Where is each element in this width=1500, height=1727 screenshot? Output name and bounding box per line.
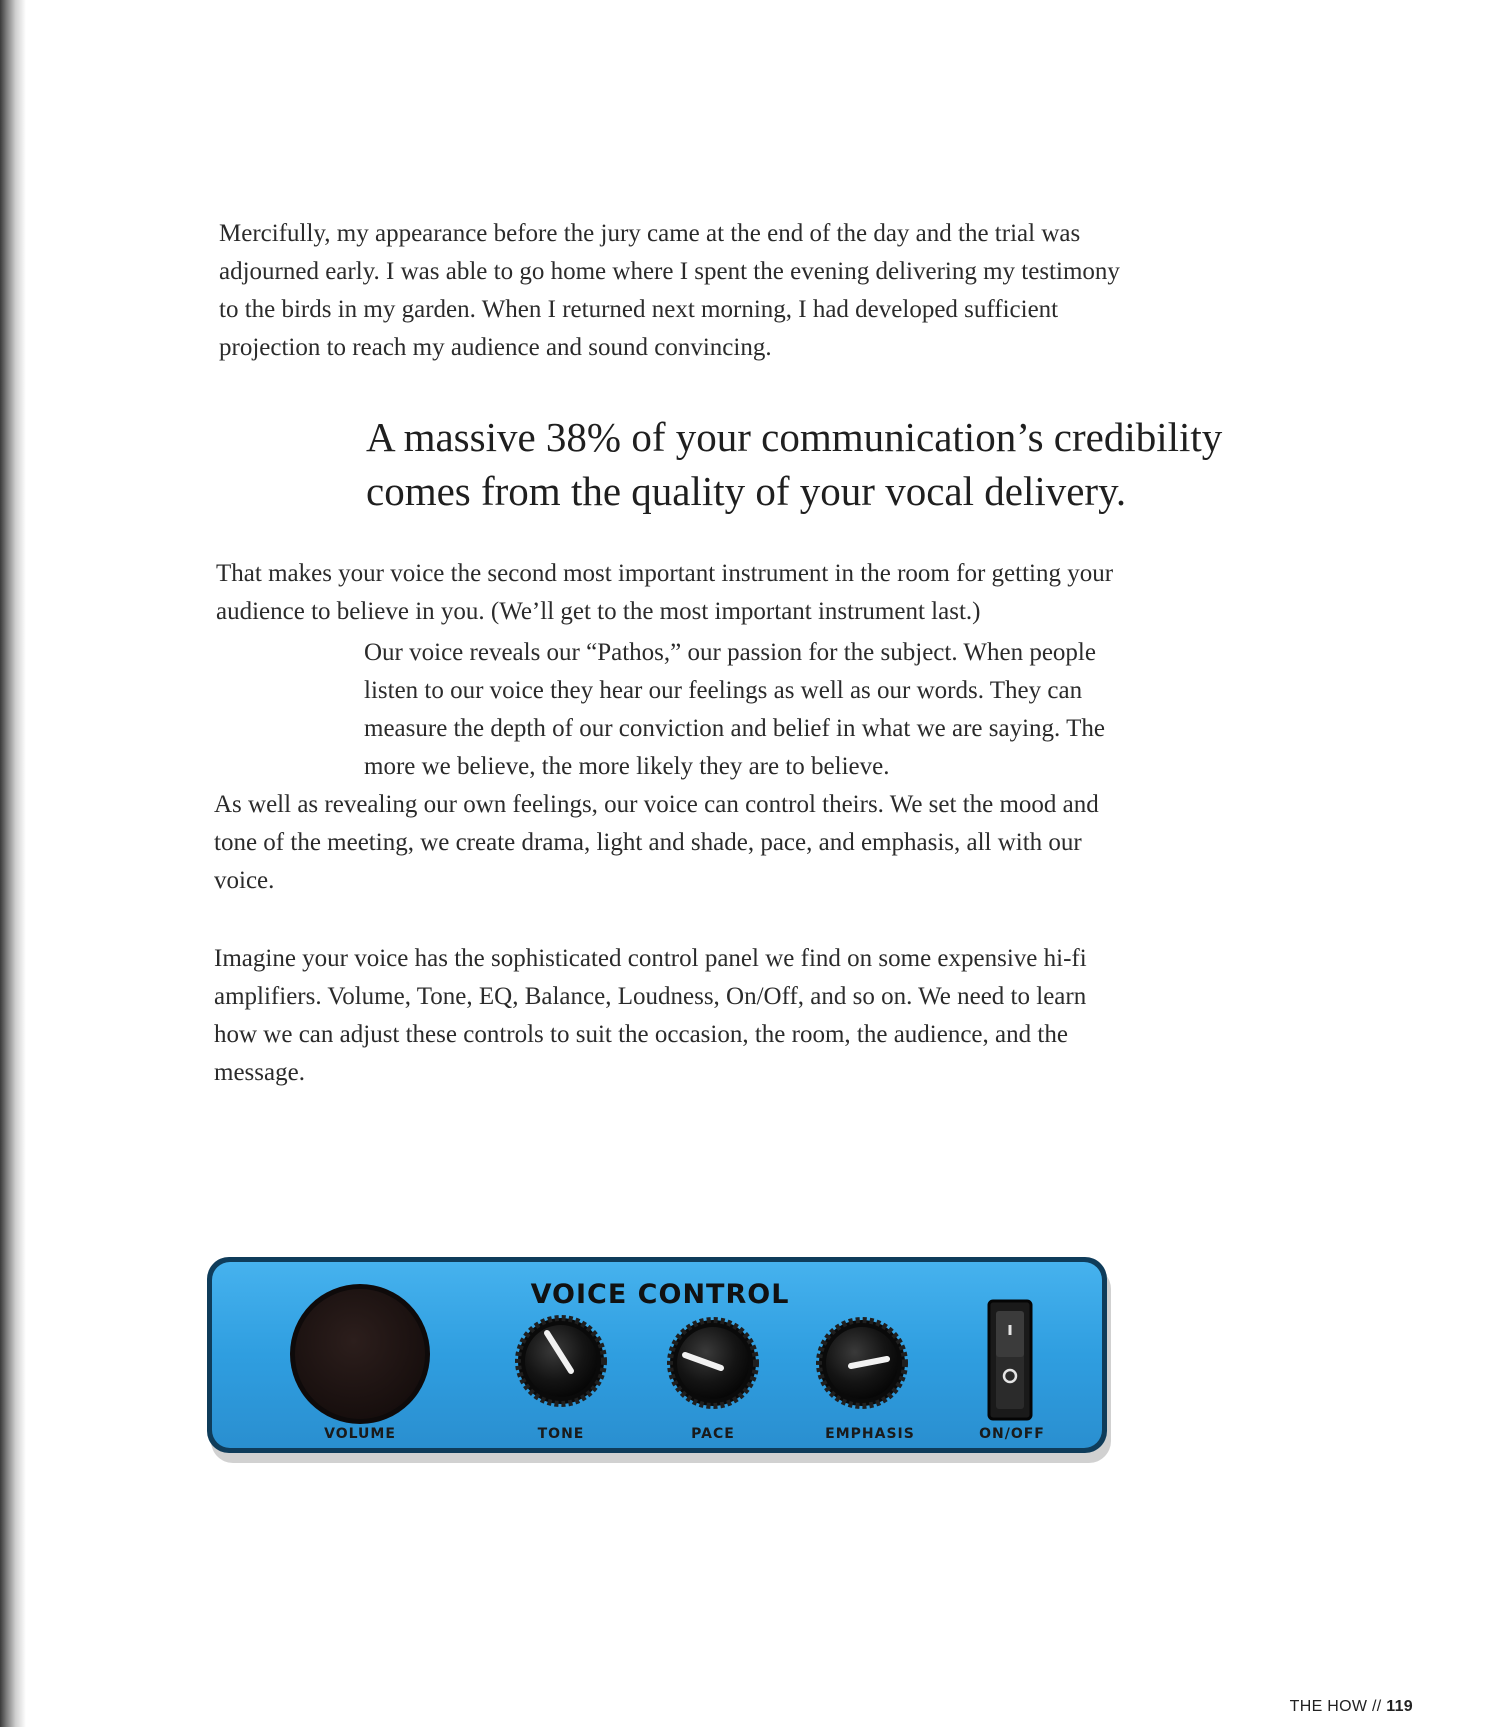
page-number: 119 [1386, 1698, 1413, 1715]
voice-control-panel [205, 1253, 1115, 1465]
footer-section: THE HOW // [1289, 1698, 1382, 1715]
pull-quote: A massive 38% of your communication’s credibility comes from the quality of your vocal delivery. [366, 414, 1223, 514]
tone-knob[interactable] [518, 1318, 604, 1404]
on-off-switch[interactable] [989, 1301, 1031, 1419]
page-footer [1290, 1698, 1413, 1716]
scan-binding-shadow [0, 0, 26, 1727]
pace-knob[interactable] [670, 1320, 756, 1406]
volume-label: VOLUME [324, 1426, 396, 1442]
paragraph-1: Mercifully, my appearance before the jury came at the end of the day and the trial was adjourned early. I was able to go home where I spent the evening delivering my testimony to the birds in my garden. When I returned next morning, I had developed sufficient projection to reach my audience and sound convincing. [219, 220, 1120, 361]
paragraph-2: That makes your voice the second most important instrument in the room for getting your audience to believe in you. (We’ll get to the most important instrument last.) [216, 560, 1114, 625]
pace-label: PACE [691, 1426, 735, 1442]
emphasis-knob[interactable] [819, 1320, 905, 1406]
paragraph-4: As well as revealing our own feelings, our voice can control theirs. We set the mood and tone of the meeting, we create drama, light and shade, pace, and emphasis, all with our voice. [214, 791, 1099, 894]
emphasis-label: EMPHASIS [825, 1426, 915, 1442]
panel-title: VOICE CONTROL [530, 1279, 790, 1310]
on-off-label: ON/OFF [979, 1426, 1045, 1442]
paragraph-5: Imagine your voice has the sophisticated control panel we find on some expensive hi-fi amplifiers. Volume, Tone, EQ, Balance, Loudness, On/Off, and so on. We need to learn how we can adjust these controls to suit the occasion, the room, the audience, and the message. [214, 945, 1087, 1086]
paragraph-3-indented: Our voice reveals our “Pathos,” our passion for the subject. When people listen to our voice they hear our feelings as well as our words. They can measure the depth of our conviction and belief in what we are saying. The more we believe, the more likely they are to believe. [364, 639, 1105, 780]
tone-label: TONE [537, 1426, 585, 1442]
